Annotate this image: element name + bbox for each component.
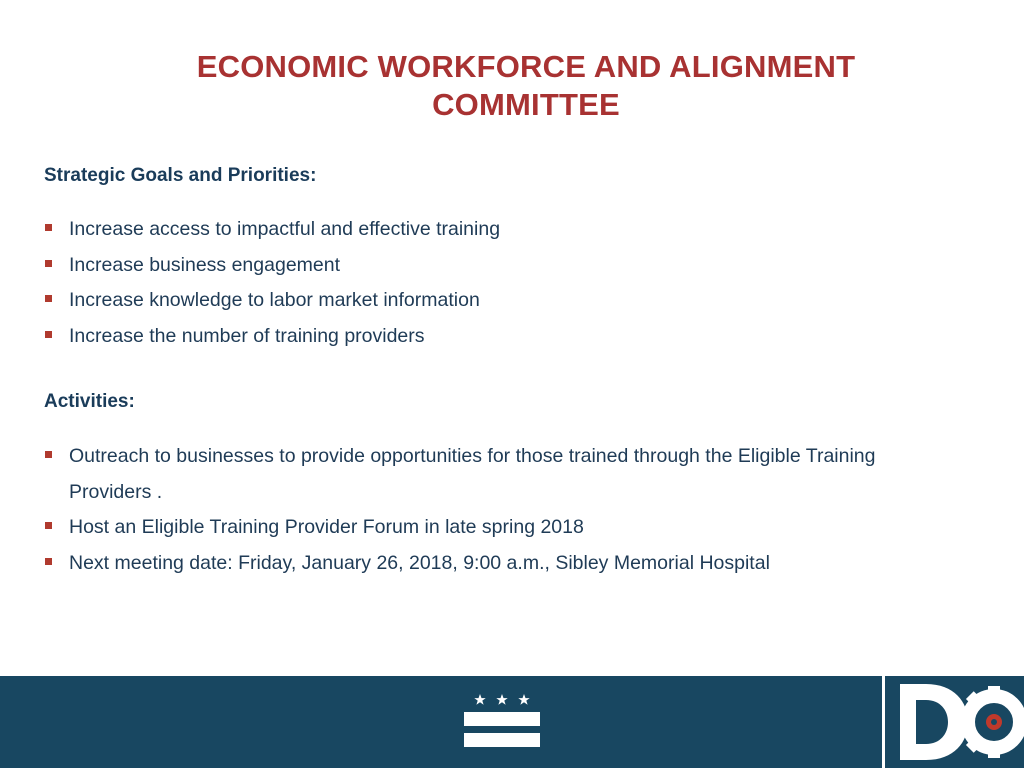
flag-bar-top <box>464 712 540 726</box>
list-item <box>44 248 924 284</box>
list-item-text: Outreach to businesses to provide opportunities for those trained through the Eligible Training Providers . <box>69 445 876 503</box>
list-item <box>44 546 924 582</box>
goals-heading: Strategic Goals and Priorities: <box>44 165 317 186</box>
list-item <box>44 510 924 546</box>
square-bullet-icon <box>45 295 52 302</box>
list-item-text: Host an Eligible Training Provider Forum in late spring 2018 <box>69 516 584 538</box>
activities-list <box>44 439 924 581</box>
square-bullet-icon <box>45 260 52 267</box>
flag-star-2 <box>496 694 507 705</box>
square-bullet-icon <box>45 331 52 338</box>
logo-gear <box>958 686 1020 758</box>
flag-star-3 <box>518 694 529 705</box>
square-bullet-icon <box>45 558 52 565</box>
dc-flag-icon <box>462 690 542 750</box>
list-item <box>44 283 924 319</box>
list-item <box>44 439 924 510</box>
footer-divider <box>882 676 885 768</box>
list-item <box>44 319 924 355</box>
square-bullet-icon <box>45 522 52 529</box>
slide-title-line-2: COMMITTEE <box>432 87 620 122</box>
list-item-text: Increase access to impactful and effective training <box>69 218 501 240</box>
logo-letter-d <box>900 684 968 760</box>
slide-title-line-1: ECONOMIC WORKFORCE AND ALIGNMENT <box>196 49 856 84</box>
slide-title <box>100 48 952 124</box>
square-bullet-icon <box>45 451 52 458</box>
flag-bar-bottom <box>464 733 540 747</box>
activities-heading: Activities: <box>44 391 135 412</box>
list-item-text: Next meeting date: Friday, January 26, 2018, 9:00 a.m., Sibley Memorial Hospital <box>69 551 770 574</box>
dc-gear-logo-icon <box>896 676 1024 768</box>
flag-star-1 <box>474 694 485 705</box>
list-item <box>44 212 924 248</box>
goals-list <box>44 212 924 354</box>
list-item-text: Increase knowledge to labor market information <box>69 289 480 311</box>
square-bullet-icon <box>45 224 52 231</box>
list-item-text: Increase the number of training providers <box>69 324 425 347</box>
list-item-text: Increase business engagement <box>69 253 341 276</box>
